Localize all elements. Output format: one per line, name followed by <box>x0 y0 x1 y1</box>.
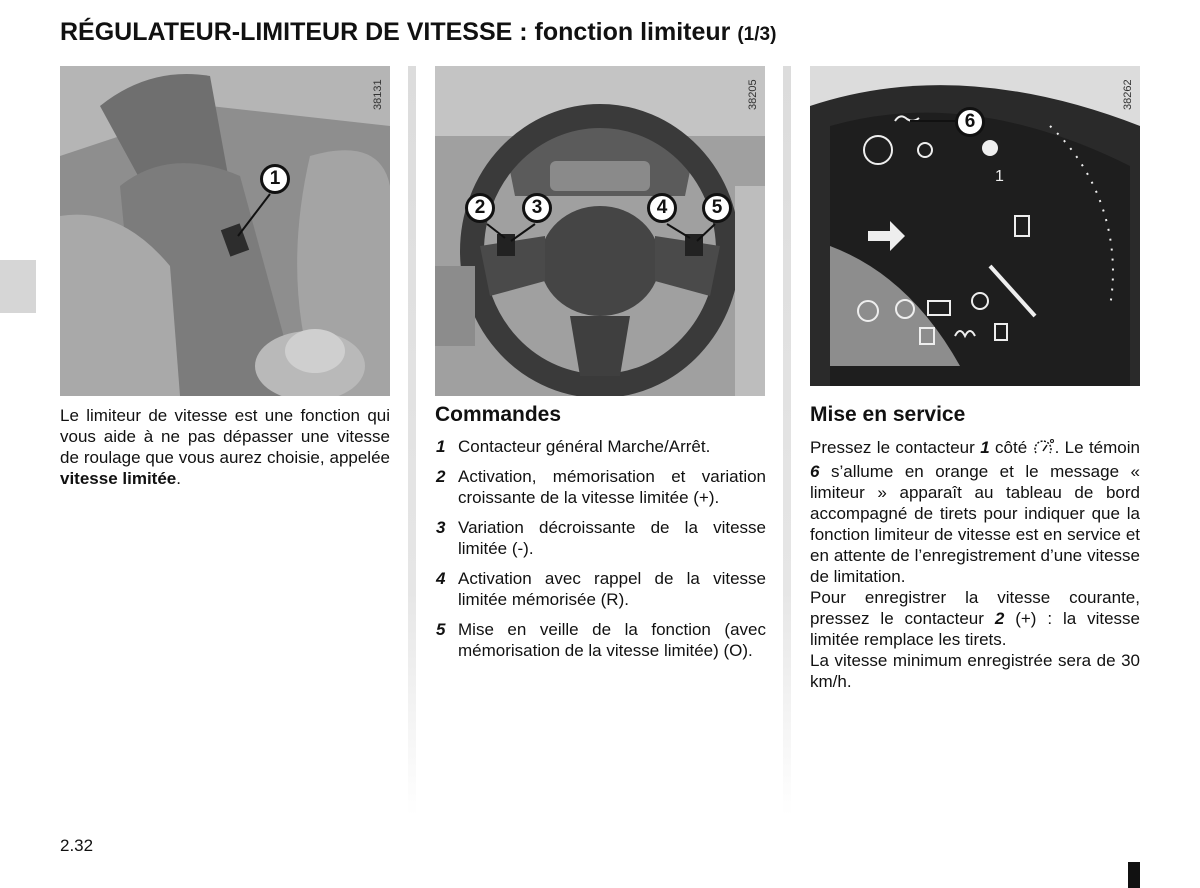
page-title <box>60 18 776 47</box>
callout-5: 5 <box>702 193 732 223</box>
list-item-number: 4 <box>436 569 446 588</box>
section-title-mise-en-service: Mise en service <box>810 403 966 426</box>
intro-bold-term: vitesse limitée <box>60 469 177 488</box>
column-divider-1 <box>408 66 416 816</box>
figure-ref-38205: 38205 <box>747 79 759 110</box>
paragraph-2: Pour enregistrer la vitesse courante, pressez le contacteur 2 (+) : la vitesse limitée remplace les tirets. <box>810 588 1140 649</box>
list-item: 1 Contacteur général Marche/Arrêt. <box>436 437 711 456</box>
page-title-main: RÉGULATEUR-LIMITEUR DE VITESSE : fonction limiteur <box>60 18 731 46</box>
list-item: 3 Variation décroissante de la vitesse limitée (-). <box>436 518 766 558</box>
callout-6: 6 <box>955 107 985 137</box>
list-item: 4 Activation avec rappel de la vitesse limitée mémorisée (R). <box>436 569 766 609</box>
corner-mark <box>1128 862 1140 888</box>
column-divider-2 <box>783 66 791 816</box>
figure-ref-38131: 38131 <box>372 79 384 110</box>
page-title-suffix: (1/3) <box>737 24 777 45</box>
gauge-number: 1 <box>995 168 1004 185</box>
list-item-number: 1 <box>436 437 446 456</box>
list-item: 5 Mise en veille de la fonction (avec mémorisation de la vitesse limitée) (O). <box>436 620 766 660</box>
paragraph-3: La vitesse minimum enregistrée sera de 30 km/h. <box>810 651 1140 691</box>
figure-ref-38262: 38262 <box>1122 79 1134 110</box>
figure-instrument-cluster-photo <box>810 66 1140 386</box>
callout-1: 1 <box>260 164 290 194</box>
chapter-tab <box>0 260 36 313</box>
intro-paragraph: Le limiteur de vitesse est une fonction qui vous aide à ne pas dépasser une vitesse de roulage que vous aurez choisie, appelée vitesse limitée. <box>60 406 390 488</box>
callout-4: 4 <box>647 193 677 223</box>
list-item-number: 3 <box>436 518 446 537</box>
callout-2: 2 <box>465 193 495 223</box>
list-item-number: 5 <box>436 620 446 639</box>
page-number: 2.32 <box>60 836 94 855</box>
callout-3: 3 <box>522 193 552 223</box>
speed-limiter-icon <box>1033 438 1055 461</box>
mise-en-service-text <box>810 437 1140 692</box>
figure-steering-wheel-photo <box>435 66 765 396</box>
section-title-commandes: Commandes <box>435 403 562 426</box>
paragraph-1: Pressez le contacteur 1 côté . Le témoin 6 s’allume en orange et le message « limiteur » apparaît au tableau de bord accompagné de tirets pour indiquer que la fonction limiteur de vitesse est en service et en attente de l’enregistrement d’une vitesse de limitation. <box>810 438 1140 586</box>
commands-list <box>436 436 766 670</box>
figure-console-photo <box>60 66 390 396</box>
list-item: 2 Activation, mémorisation et variation croissante de la vitesse limitée (+). <box>436 467 766 507</box>
list-item-number: 2 <box>436 467 446 486</box>
